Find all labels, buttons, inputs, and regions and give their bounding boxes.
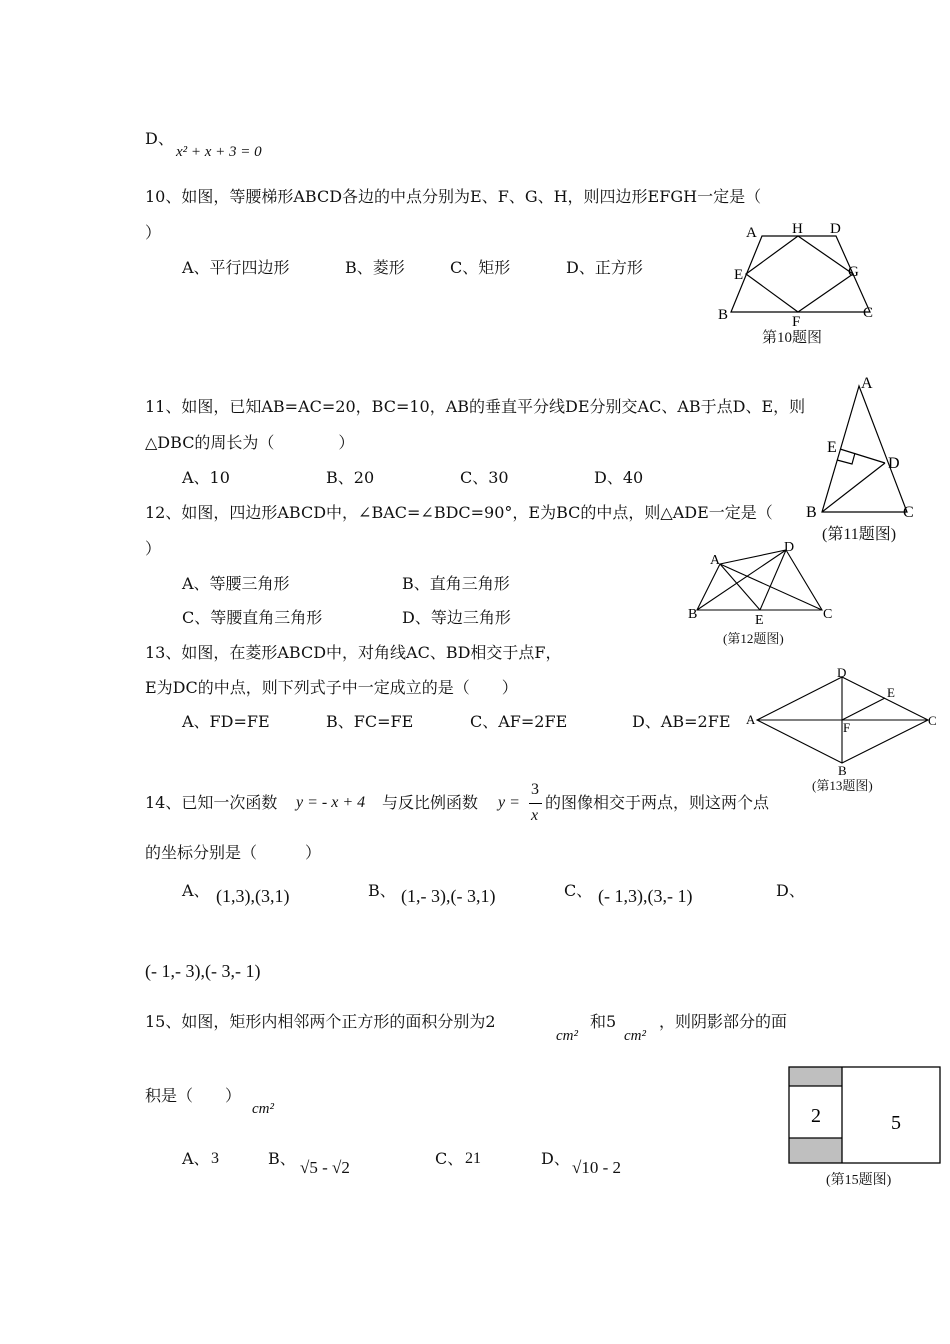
q14-stem-c: 的图像相交于两点，则这两个点: [545, 793, 770, 812]
q12-label-e: E: [755, 613, 764, 628]
q15-figure: [788, 1066, 942, 1164]
q14-equation-inverse-numerator: 3: [531, 781, 539, 798]
q15-unit-1: cm²: [556, 1028, 578, 1044]
q15-option-b-value: √5 - √2: [300, 1158, 350, 1177]
q15-stem-c: ，则阴影部分的面: [659, 1012, 788, 1031]
q15-stem-a: 15、如图，矩形内相邻两个正方形的面积分别为2: [145, 1012, 496, 1031]
q11-option-a: A、10: [182, 468, 230, 487]
q15-unit-2: cm²: [624, 1028, 646, 1044]
q10-option-d: D、正方形: [566, 258, 643, 277]
q15-option-b-label: B、: [268, 1149, 296, 1168]
q15-stem-b: 和5: [590, 1012, 617, 1031]
q13-label-f: F: [843, 720, 851, 735]
q12-stem-line1: 12、如图，四边形ABCD中，∠BAC=∠BDC=90°，E为BC的中点，则△ADE一定是（: [145, 503, 773, 522]
q15-label-small: 2: [811, 1105, 821, 1127]
q11-option-d: D、40: [594, 468, 644, 487]
q15-option-a-label: A、: [182, 1149, 210, 1168]
q14-fraction-bar: [529, 803, 542, 804]
q12-label-a: A: [710, 553, 721, 568]
q10-stem-line2: ）: [145, 223, 162, 242]
q14-stem-b: 与反比例函数: [382, 793, 479, 812]
q13-option-a: A、FD=FE: [182, 712, 270, 731]
q15-unit-3: cm²: [252, 1101, 274, 1117]
q11-right-angle-mark: [837, 453, 855, 464]
q14-option-c-value: (- 1,3),(3,- 1): [598, 886, 693, 906]
q11-label-a: A: [861, 375, 873, 392]
q9-option-d-label: D、: [145, 129, 174, 148]
q11-stem-line2: △DBC的周长为（ ）: [145, 433, 355, 452]
q14-stem-line2: 的坐标分别是（ ）: [145, 843, 322, 862]
q15-option-a-value: 3: [211, 1150, 219, 1167]
q12-label-b: B: [688, 607, 698, 622]
q15-shaded-top: [789, 1067, 842, 1086]
q10-option-c: C、矩形: [450, 258, 511, 277]
q12-option-a: A、等腰三角形: [182, 574, 290, 593]
q14-option-d-value: (- 1,- 3),(- 3,- 1): [145, 961, 261, 981]
q11-label-e: E: [827, 439, 837, 456]
q15-shaded-bottom: [789, 1138, 842, 1163]
q12-segment-ae: [720, 564, 760, 610]
q11-option-c: C、30: [460, 468, 509, 487]
q10-caption: 第10题图: [762, 330, 823, 346]
q12-caption: (第12题图): [723, 631, 784, 646]
q15-option-c-value: 21: [465, 1150, 481, 1167]
q13-stem-line2: E为DC的中点，则下列式子中一定成立的是（ ）: [145, 678, 518, 697]
q13-label-b: B: [838, 763, 847, 778]
q11-caption: (第11题图): [822, 526, 897, 543]
q14-option-a-label: A、: [182, 881, 210, 900]
q10-rhombus: [746, 236, 853, 312]
q13-stem-line1: 13、如图，在菱形ABCD中，对角线AC、BD相交于点F，: [145, 643, 562, 662]
q13-label-d: D: [837, 665, 847, 680]
q13-option-d: D、AB=2FE: [632, 712, 731, 731]
q9-option-d-equation: x² + x + 3 = 0: [176, 144, 262, 160]
q14-stem-a: 14、已知一次函数: [145, 793, 278, 812]
q13-option-b: B、FC=FE: [326, 712, 414, 731]
q14-equation-inverse-denominator: x: [531, 807, 539, 824]
q15-stem-line2: 积是（ ）: [145, 1086, 242, 1105]
q13-figure: [745, 665, 945, 778]
q14-option-d-label: D、: [776, 881, 805, 900]
q14-equation-inverse-lhs: y =: [498, 794, 520, 811]
q10-label-h: H: [792, 221, 803, 237]
q13-label-c: C: [928, 713, 937, 728]
q13-caption: (第13题图): [812, 778, 873, 793]
q10-option-a: A、平行四边形: [182, 258, 290, 277]
q11-label-b: B: [806, 504, 817, 521]
q14-option-b-value: (1,- 3),(- 3,1): [401, 886, 496, 906]
q13-label-a: A: [746, 712, 756, 727]
q13-option-c: C、AF=2FE: [470, 712, 568, 731]
q15-option-c-label: C、: [435, 1149, 464, 1168]
q13-label-e: E: [887, 685, 895, 700]
q12-option-b: B、直角三角形: [402, 574, 510, 593]
q12-label-d: D: [784, 540, 795, 555]
q12-stem-line2: ）: [145, 539, 162, 558]
q11-segment-ed: [840, 449, 885, 463]
q12-label-c: C: [823, 607, 833, 622]
q11-stem-line1: 11、如图，已知AB=AC=20，BC=10，AB的垂直平分线DE分别交AC、AB于点D、E，则: [145, 397, 806, 416]
q11-label-d: D: [888, 455, 900, 472]
q15-label-large: 5: [891, 1112, 901, 1134]
q13-segment-fe: [842, 698, 885, 720]
q10-label-f: F: [792, 314, 801, 330]
q15-caption: (第15题图): [826, 1173, 892, 1188]
q11-figure: [805, 372, 915, 522]
q14-option-b-label: B、: [368, 881, 396, 900]
q10-label-b: B: [718, 307, 729, 323]
q14-option-a-value: (1,3),(3,1): [216, 886, 290, 906]
q11-segment-bd: [822, 463, 885, 512]
q12-option-c: C、等腰直角三角形: [182, 608, 323, 627]
q10-option-b: B、菱形: [345, 258, 405, 277]
q12-segment-ac: [720, 564, 822, 610]
q15-option-d-label: D、: [541, 1149, 570, 1168]
q10-label-e: E: [734, 267, 744, 283]
q11-label-c: C: [903, 504, 914, 521]
q12-option-d: D、等边三角形: [402, 608, 511, 627]
q10-label-a: A: [746, 225, 757, 241]
q10-label-d: D: [830, 221, 841, 237]
q10-figure: [715, 218, 875, 328]
q14-equation-linear: y = - x + 4: [296, 794, 366, 811]
q10-stem-line1: 10、如图，等腰梯形ABCD各边的中点分别为E、F、G、H，则四边形EFGH一定是（: [145, 187, 762, 206]
q11-option-b: B、20: [326, 468, 375, 487]
q12-figure: [685, 538, 835, 628]
q15-option-d-value: √10 - 2: [572, 1158, 621, 1177]
q14-option-c-label: C、: [564, 881, 593, 900]
q10-label-c: C: [863, 305, 874, 321]
q10-label-g: G: [848, 264, 859, 280]
